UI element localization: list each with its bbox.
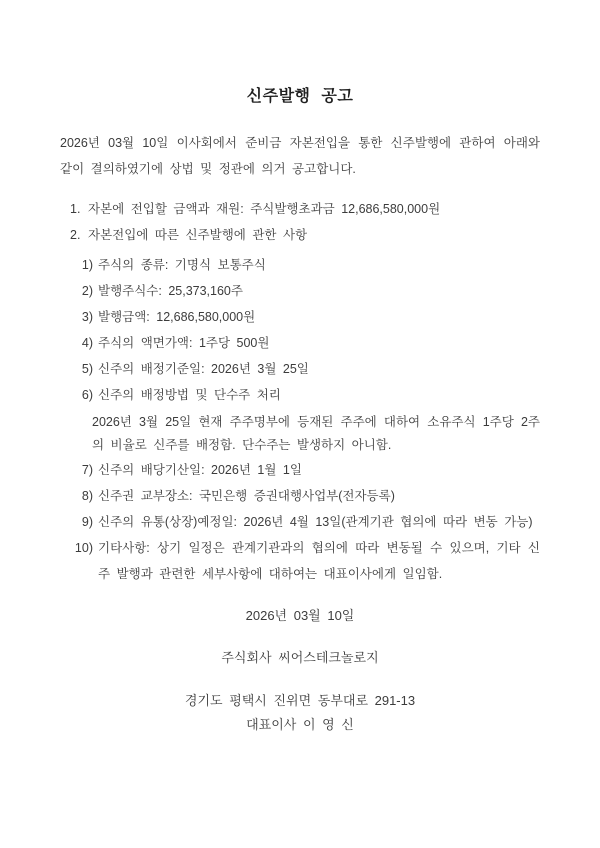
sub-item-number: 9) xyxy=(81,515,93,529)
item-text: 자본전입에 따른 신주발행에 관한 사항 xyxy=(88,228,308,242)
sub-item-6-detail: 2026년 3월 25일 현재 주주명부에 등재된 주주에 대하여 소유주식 1주당 2주의 비율로 신주를 배정함. 단수주는 발생하지 아니함. xyxy=(92,415,540,452)
numbered-item-1 xyxy=(60,196,540,222)
sub-item-10 xyxy=(60,535,540,587)
notice-date: 2026년 03월 10일 xyxy=(245,608,355,623)
company-name: 주식회사 씨어스테크놀로지 xyxy=(221,650,379,665)
ceo-signature: 대표이사 이 영 신 xyxy=(246,717,354,732)
intro-paragraph: 2026년 03월 10일 이사회에서 준비금 자본전입을 통한 신주발행에 관하여 아래와 같이 결의하였기에 상법 및 정관에 의거 공고합니다. xyxy=(60,136,540,176)
numbered-item-2 xyxy=(60,222,540,248)
sub-item-text: 주식의 액면가액: 1주당 500원 xyxy=(98,336,270,350)
sub-item-number: 10) xyxy=(74,541,93,555)
sub-item-number: 5) xyxy=(81,362,93,376)
sub-item-5 xyxy=(60,356,540,382)
sub-item-number: 8) xyxy=(81,489,93,503)
sub-item-1 xyxy=(60,252,540,278)
company-address: 경기도 평택시 진위면 동부대로 291-13 xyxy=(184,693,416,708)
sub-item-text: 신주권 교부장소: 국민은행 증권대행사업부(전자등록) xyxy=(98,489,395,503)
sub-item-number: 1) xyxy=(81,258,93,272)
sub-item-text: 발행주식수: 25,373,160주 xyxy=(98,284,243,298)
sub-item-7 xyxy=(60,457,540,483)
item-text: 자본에 전입할 금액과 재원: 주식발행초과금 12,686,580,000원 xyxy=(88,202,441,216)
sub-item-9 xyxy=(60,509,540,535)
item-number: 1. xyxy=(70,202,81,216)
sub-item-8 xyxy=(60,483,540,509)
sub-item-text: 신주의 유통(상장)예정일: 2026년 4월 13일(관계기관 협의에 따라 변동 가능) xyxy=(98,515,533,529)
sub-item-text: 신주의 배정기준일: 2026년 3월 25일 xyxy=(98,362,309,376)
sub-item-text: 신주의 배당기산일: 2026년 1월 1일 xyxy=(98,463,302,477)
sub-item-number: 7) xyxy=(81,463,93,477)
sub-item-text: 주식의 종류: 기명식 보통주식 xyxy=(98,258,266,272)
sub-item-number: 6) xyxy=(81,388,93,402)
sub-item-text: 기타사항: 상기 일정은 관계기관과의 협의에 따라 변동될 수 있으며, 기타 신주 발행과 관련한 세부사항에 대하여는 대표이사에게 일임함. xyxy=(98,541,540,581)
sub-item-number: 2) xyxy=(81,284,93,298)
sub-item-number: 4) xyxy=(81,336,93,350)
sub-item-list xyxy=(60,252,540,587)
sub-item-6 xyxy=(60,382,540,408)
sub-item-text: 발행금액: 12,686,580,000원 xyxy=(98,310,256,324)
sub-item-3 xyxy=(60,304,540,330)
sub-item-number: 3) xyxy=(81,310,93,324)
item-number: 2. xyxy=(70,228,81,242)
sub-item-4 xyxy=(60,330,540,356)
sub-item-text: 신주의 배정방법 및 단수주 처리 xyxy=(98,388,281,402)
sub-item-2 xyxy=(60,278,540,304)
page-title: 신주발행 공고 xyxy=(246,88,354,105)
